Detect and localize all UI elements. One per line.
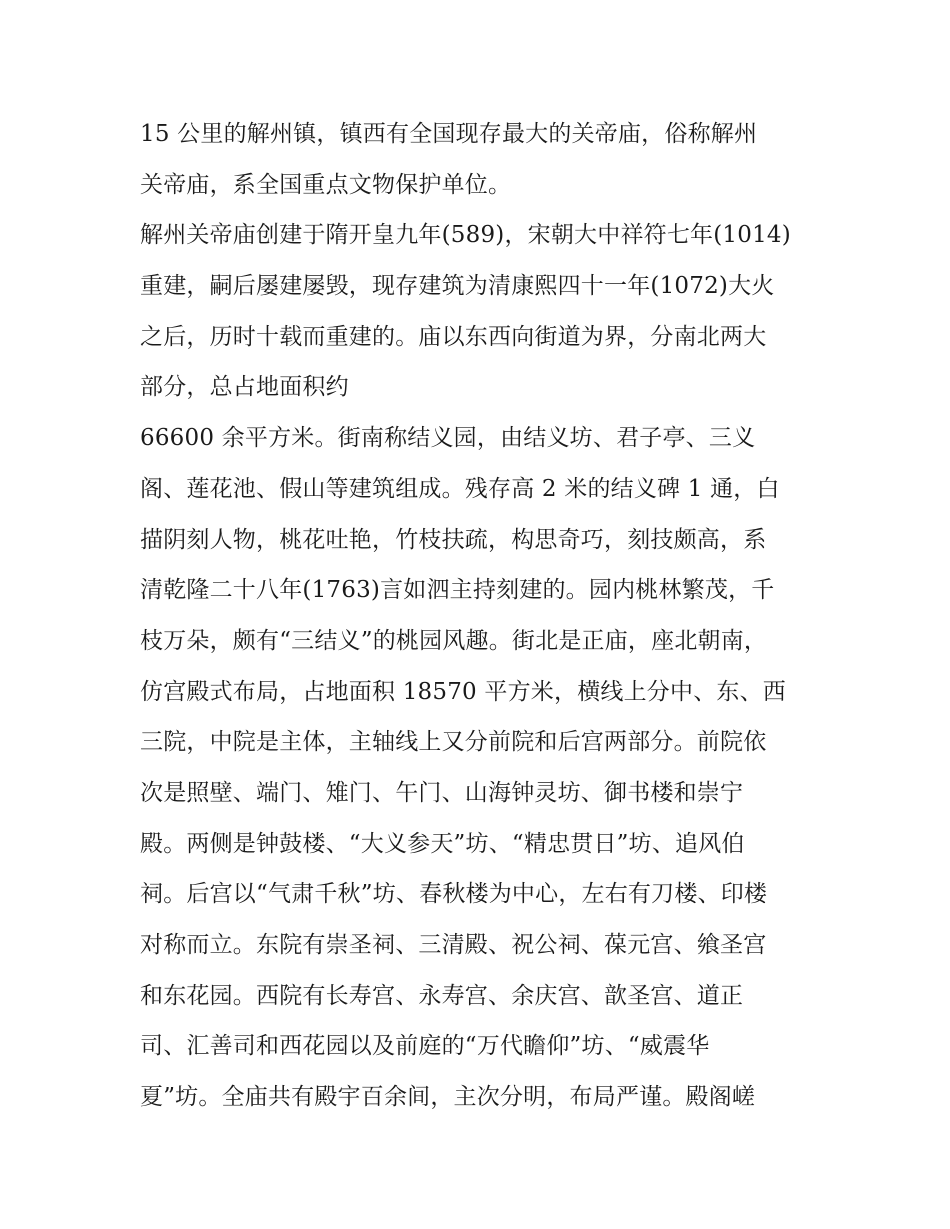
text-line: 次是照壁、端门、雉门、午门、山海钟灵坊、御书楼和崇宁 — [140, 779, 744, 806]
text-line: 三院，中院是主体，主轴线上又分前院和后宫两部分。前院依 — [140, 729, 767, 756]
text-line: 部分，总占地面积约 — [140, 374, 349, 401]
text-line: 枝万朵，颇有“三结义”的桃园风趣。街北是正庙，座北朝南， — [140, 627, 768, 654]
text-line: 15 公里的解州镇，镇西有全国现存最大的关帝庙，俗称解州 — [140, 121, 758, 147]
text-line: 描阴刻人物，桃花吐艳，竹枝扶疏，构思奇巧，刻技颇高，系 — [140, 526, 767, 553]
text-line: 殿。两侧是钟鼓楼、“大义参天”坊、“精忠贯日”坊、追风伯 — [140, 830, 745, 857]
text-line: 清乾隆二十八年(1763)言如泗主持刻建的。园内桃林繁茂，千 — [140, 577, 775, 604]
text-line: 解州关帝庙创建于隋开皇九年(589)，宋朝大中祥符七年(1014) — [140, 222, 791, 249]
text-line: 之后，历时十载而重建的。庙以东西向街道为界，分南北两大 — [140, 323, 767, 350]
text-line: 司、汇善司和西花园以及前庭的“万代瞻仰”坊、“威震华 — [140, 1033, 710, 1060]
text-line: 阁、莲花池、假山等建筑组成。残存高 2 米的结义碑 1 通，白 — [140, 475, 780, 502]
text-line: 仿宫殿式布局，占地面积 18570 平方米，横线上分中、东、西 — [140, 678, 786, 705]
text-line: 对称而立。东院有崇圣祠、三清殿、祝公祠、葆元宫、飨圣宫 — [140, 932, 767, 958]
text-line: 关帝庙，系全国重点文物保护单位。 — [140, 171, 512, 198]
text-line: 和东花园。西院有长寿宫、永寿宫、余庆宫、歆圣宫、道正 — [140, 982, 744, 1009]
text-line: 重建，嗣后屡建屡毁，现存建筑为清康熙四十一年(1072)大火 — [140, 273, 775, 300]
text-line: 夏”坊。全庙共有殿宇百余间，主次分明，布局严谨。殿阁嵯 — [140, 1084, 756, 1111]
body-text — [140, 109, 840, 1123]
text-line: 祠。后宫以“气肃千秋”坊、春秋楼为中心，左右有刀楼、印楼 — [140, 881, 768, 908]
text-line: 66600 余平方米。街南称结义园，由结义坊、君子亭、三义 — [140, 425, 756, 452]
